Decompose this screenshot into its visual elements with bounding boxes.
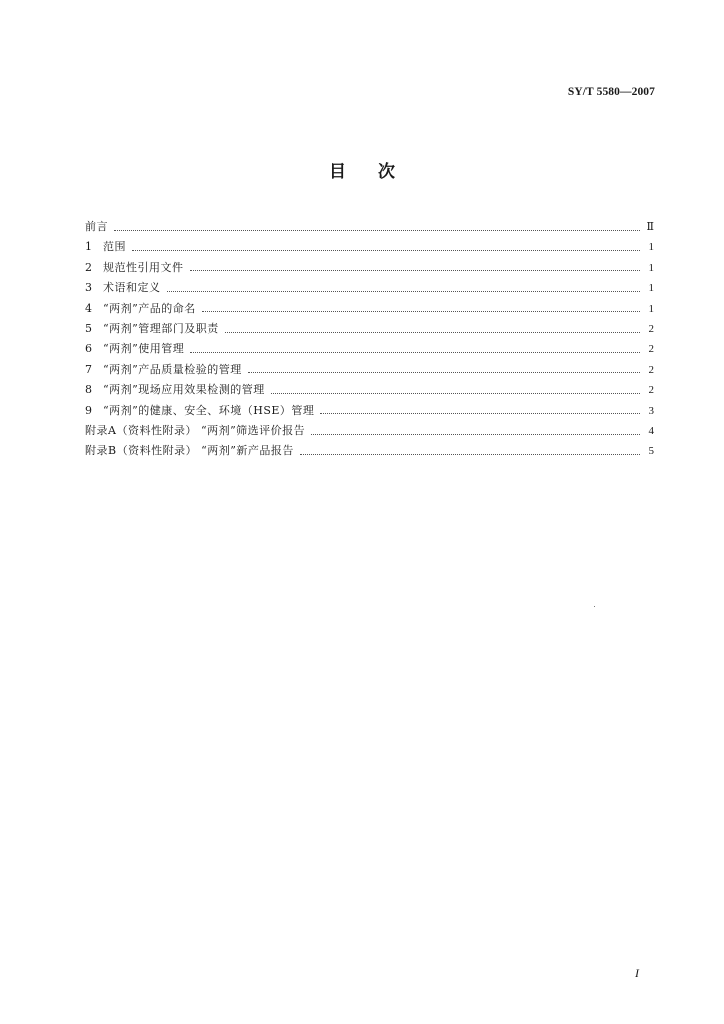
toc-entry-page: 2 — [648, 322, 654, 335]
toc-entry-page: 1 — [648, 282, 654, 295]
toc-entry-number: 7 — [85, 362, 92, 376]
toc-entry-management-departments[interactable] — [85, 319, 654, 339]
dot-leader — [311, 434, 640, 435]
table-of-contents — [85, 217, 654, 462]
toc-entry-label: “两剂”的健康、安全、环境（HSE）管理 — [103, 403, 315, 417]
toc-entry-hse-management[interactable] — [85, 401, 654, 421]
page-number: I — [635, 966, 639, 980]
toc-entry-page: 3 — [648, 404, 654, 417]
standard-code: SY/T 5580—2007 — [567, 86, 655, 98]
toc-entry-number: 8 — [85, 383, 92, 397]
dot-leader — [190, 352, 640, 353]
toc-entry-label: “两剂”管理部门及职责 — [103, 321, 219, 335]
toc-entry-number: 3 — [85, 281, 92, 295]
toc-entry-appendix-a[interactable] — [85, 421, 654, 441]
toc-entry-label: 前言 — [85, 220, 108, 233]
dot-leader — [271, 393, 640, 394]
toc-entry-page: 5 — [648, 445, 654, 458]
toc-entry-label: 附录A（资料性附录） “两剂”筛选评价报告 — [85, 423, 306, 437]
toc-entry-usage-management[interactable] — [85, 339, 654, 359]
toc-entry-page: 2 — [648, 363, 654, 376]
dot-leader — [225, 332, 640, 333]
toc-entry-product-naming[interactable] — [85, 299, 654, 319]
dot-leader — [300, 454, 640, 455]
toc-entry-label: 范围 — [103, 240, 126, 254]
toc-entry-page: 2 — [648, 343, 654, 356]
toc-entry-quality-inspection[interactable] — [85, 360, 654, 380]
toc-entry-scope[interactable] — [85, 237, 654, 257]
toc-entry-number: 6 — [85, 342, 92, 356]
toc-entry-number: 9 — [85, 403, 92, 417]
dot-leader — [190, 270, 641, 271]
toc-entry-foreword[interactable] — [85, 217, 654, 237]
toc-entry-page: 1 — [648, 261, 654, 274]
toc-entry-label: 附录B（资料性附录） “两剂”新产品报告 — [85, 444, 294, 458]
toc-entry-page: Ⅱ — [646, 221, 654, 233]
toc-entry-normative-references[interactable] — [85, 258, 654, 278]
toc-entry-terms-definitions[interactable] — [85, 278, 654, 298]
toc-entry-label: 规范性引用文件 — [103, 260, 184, 274]
toc-entry-label: “两剂”使用管理 — [103, 342, 185, 356]
toc-entry-number: 1 — [85, 240, 92, 254]
toc-entry-field-effect-testing[interactable] — [85, 380, 654, 400]
dot-leader — [167, 291, 641, 292]
page-title: 目次 — [329, 162, 427, 182]
toc-entry-label: 术语和定义 — [103, 281, 161, 295]
toc-entry-page: 1 — [648, 241, 654, 254]
toc-entry-number: 2 — [85, 260, 92, 274]
toc-entry-label: “两剂”产品质量检验的管理 — [103, 362, 242, 376]
toc-entry-page: 2 — [648, 384, 654, 397]
dot-leader — [132, 250, 640, 251]
toc-entry-number: 5 — [85, 321, 92, 335]
scan-speck — [594, 606, 595, 607]
toc-entry-label: “两剂”现场应用效果检测的管理 — [103, 383, 265, 397]
dot-leader — [202, 311, 640, 312]
toc-entry-page: 1 — [648, 302, 654, 315]
dot-leader — [114, 230, 640, 231]
toc-entry-label: “两剂”产品的命名 — [103, 301, 196, 315]
dot-leader — [320, 413, 640, 414]
toc-entry-appendix-b[interactable] — [85, 441, 654, 461]
dot-leader — [248, 372, 640, 373]
toc-entry-page: 4 — [648, 424, 654, 437]
toc-entry-number: 4 — [85, 301, 92, 315]
